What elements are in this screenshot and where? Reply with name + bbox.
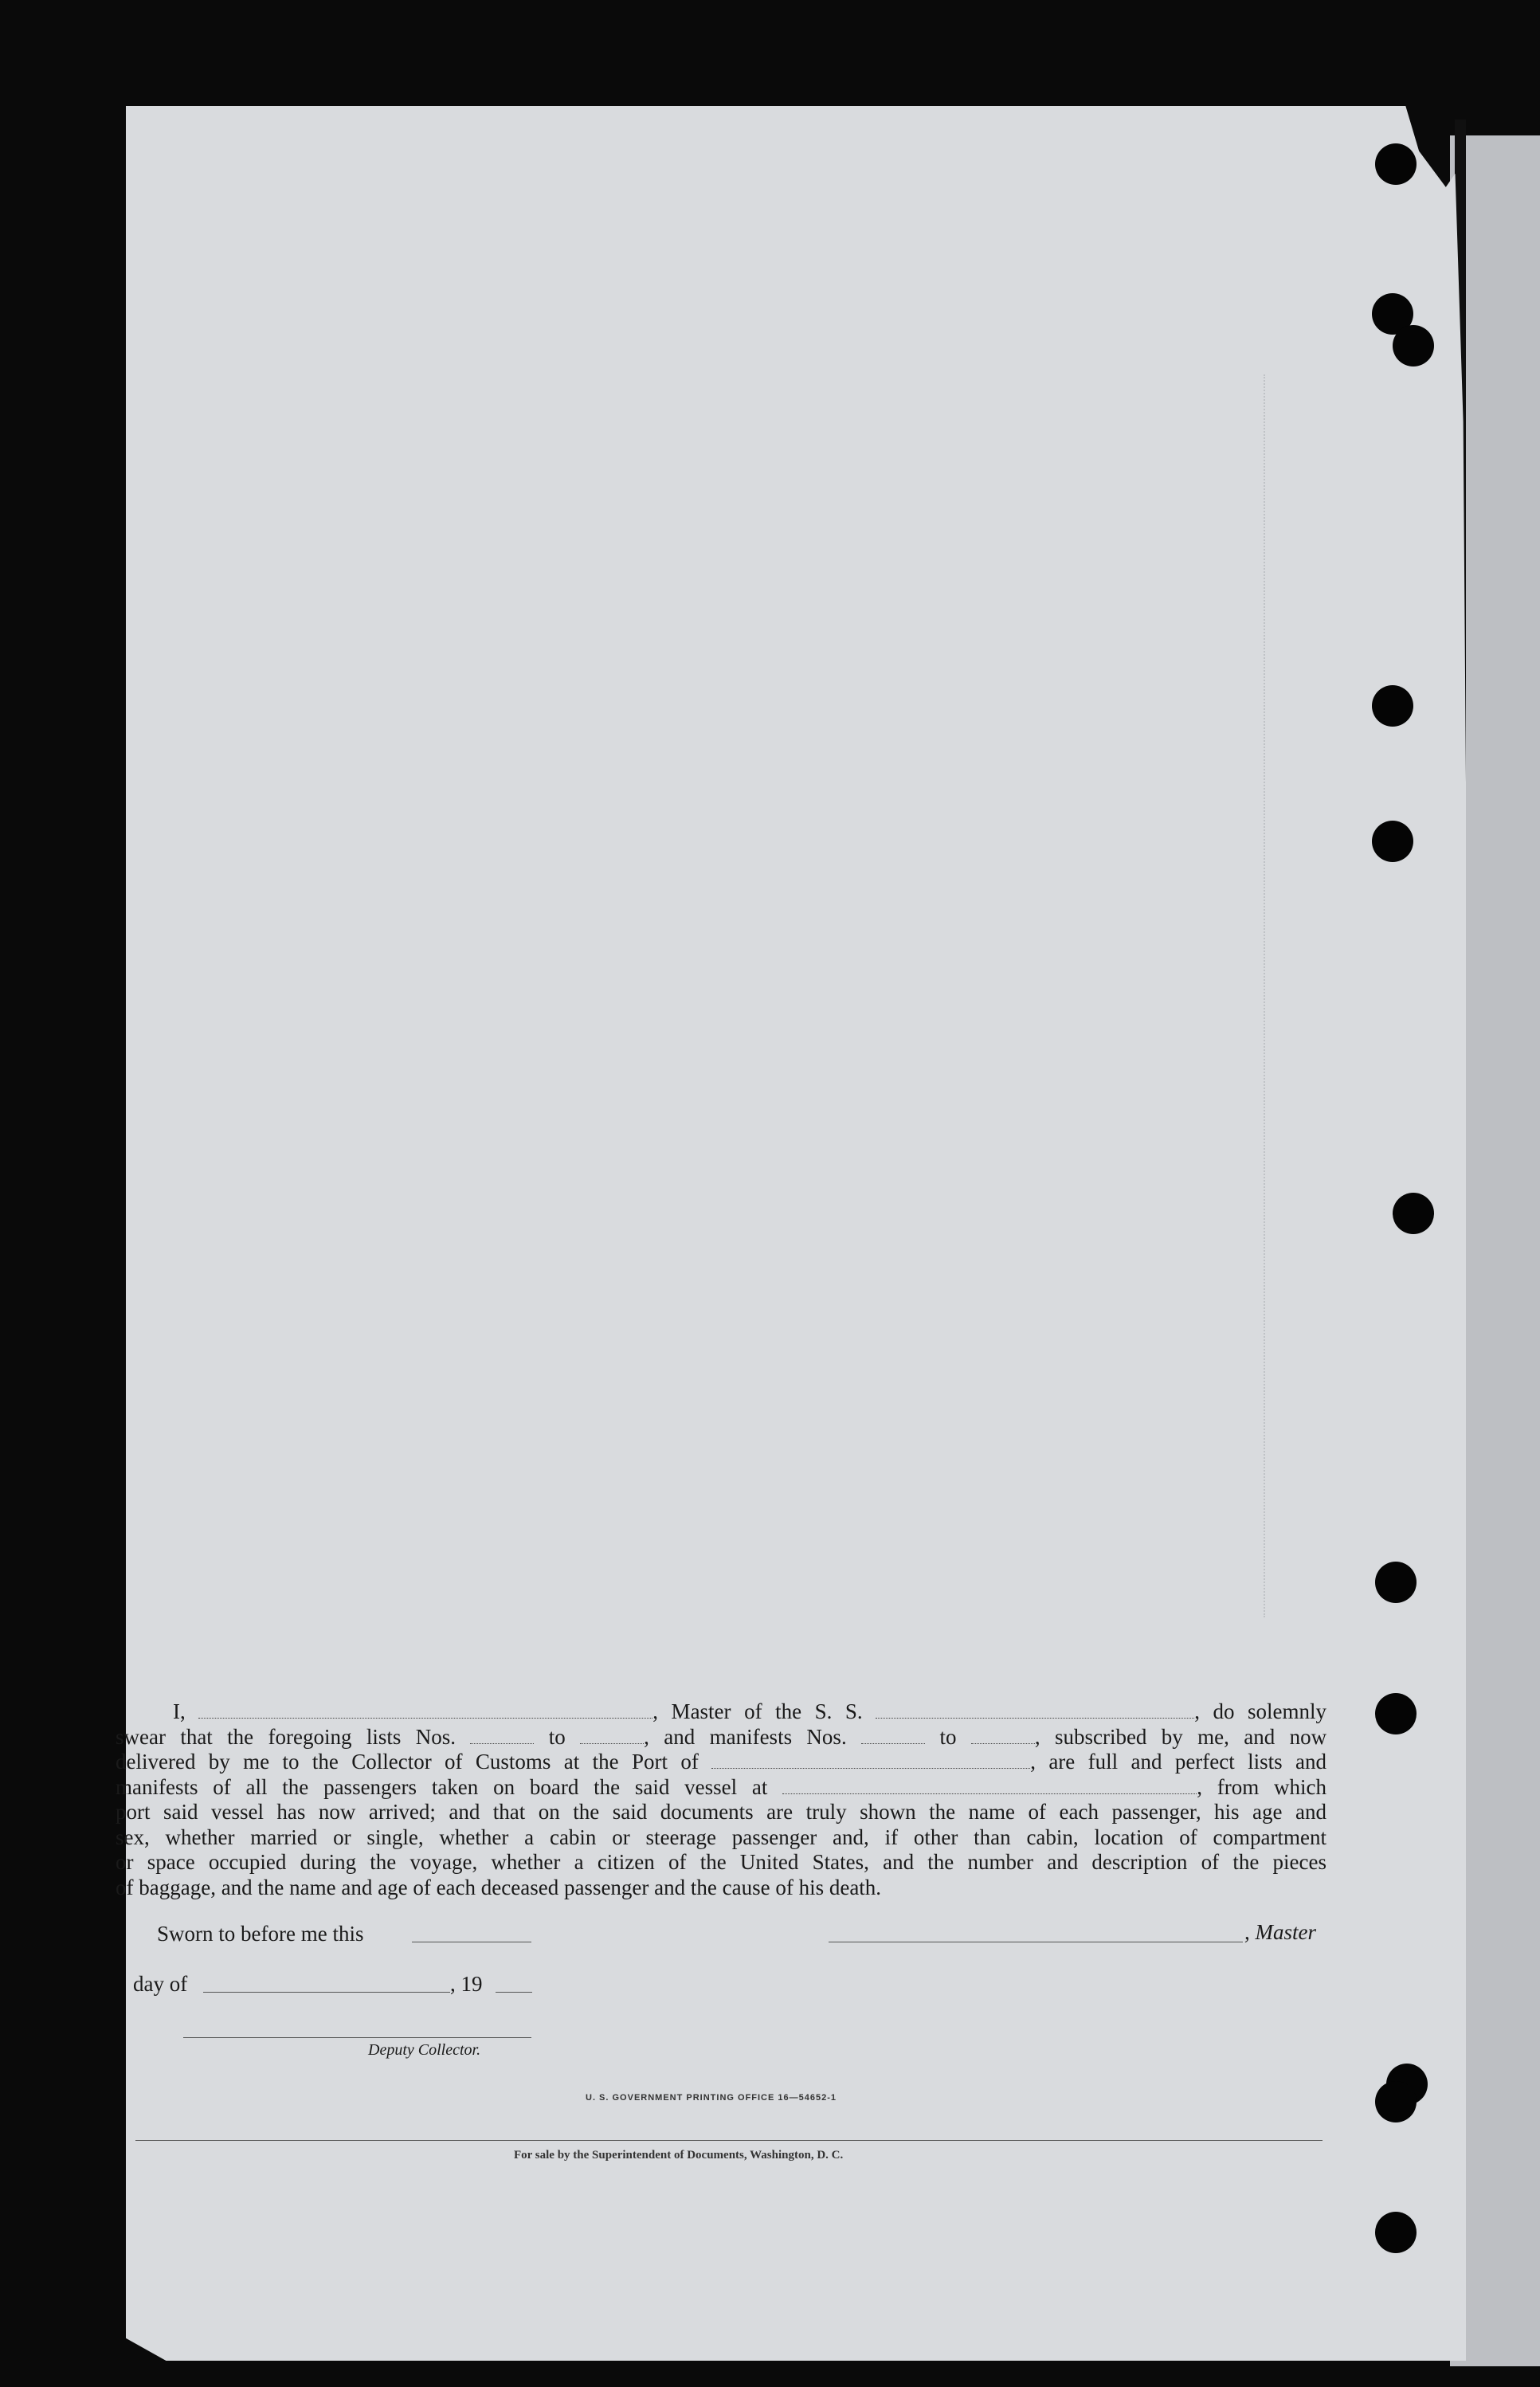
for-sale-notice: For sale by the Superintendent of Documents, Washington, D. C. — [514, 2149, 844, 2162]
master-label: , Master — [1244, 1920, 1316, 1944]
punch-hole-icon — [1375, 1562, 1417, 1603]
punch-hole-icon — [1375, 143, 1417, 185]
sworn-text: Sworn to before me this — [157, 1922, 364, 1946]
footer-rule — [135, 2140, 1323, 2141]
day-of-label: day of — [133, 1972, 188, 1996]
punch-hole-icon — [1375, 2081, 1417, 2122]
oath-line-8: of baggage, and the name and age of each deceased passenger and the cause of his death. — [116, 1875, 882, 1899]
deputy-collector-label: Deputy Collector. — [368, 2041, 481, 2059]
punch-hole-icon — [1393, 325, 1434, 366]
oath-paragraph — [116, 1699, 1326, 1900]
embarkation-port-blank[interactable] — [782, 1779, 1197, 1794]
port-blank[interactable] — [711, 1754, 1030, 1769]
oath-line-7: or space occupied during the voyage, whether a citizen of the United States, and the number and description of the pieces — [116, 1850, 1326, 1874]
punch-hole-icon — [1372, 821, 1413, 862]
manifests-to-blank[interactable] — [971, 1729, 1035, 1744]
deputy-signature-blank[interactable] — [183, 2037, 531, 2038]
faint-column-rule — [1264, 374, 1265, 1617]
oath-line-3: delivered by me to the Collector of Customs at the Port of , are full and perfect lists and — [116, 1750, 1326, 1774]
punch-hole-icon — [1393, 1193, 1434, 1234]
punch-hole-icon — [1375, 2212, 1417, 2253]
oath-line-2: swear that the foregoing lists Nos. to , and manifests Nos. to , subscribed by me, and now — [116, 1724, 1327, 1749]
oath-line-6: sex, whether married or single, whether a cabin or steerage passenger and, if other than cabin, location of compartment — [116, 1825, 1326, 1849]
master-name-blank[interactable] — [198, 1703, 652, 1719]
year-prefix: , 19 — [450, 1972, 483, 1996]
oath-line-4: manifests of all the passengers taken on board the said vessel at , from which — [116, 1774, 1327, 1799]
ship-name-blank[interactable] — [876, 1703, 1194, 1719]
printer-imprint: U. S. GOVERNMENT PRINTING OFFICE 16—54652-1 — [586, 2093, 837, 2103]
oath-line-5: port said vessel has now arrived; and that on the said documents are truly shown the name of each passenger, his age and — [116, 1800, 1326, 1824]
manifests-from-blank[interactable] — [861, 1729, 925, 1744]
lists-to-blank[interactable] — [580, 1729, 644, 1744]
punch-hole-icon — [1372, 685, 1413, 727]
month-blank[interactable] — [203, 1992, 450, 1993]
year-blank[interactable] — [496, 1992, 532, 1993]
punch-hole-icon — [1375, 1693, 1417, 1734]
oath-line-1: I, , Master of the S. S. , do solemnly — [173, 1699, 1327, 1723]
lists-from-blank[interactable] — [470, 1729, 534, 1744]
